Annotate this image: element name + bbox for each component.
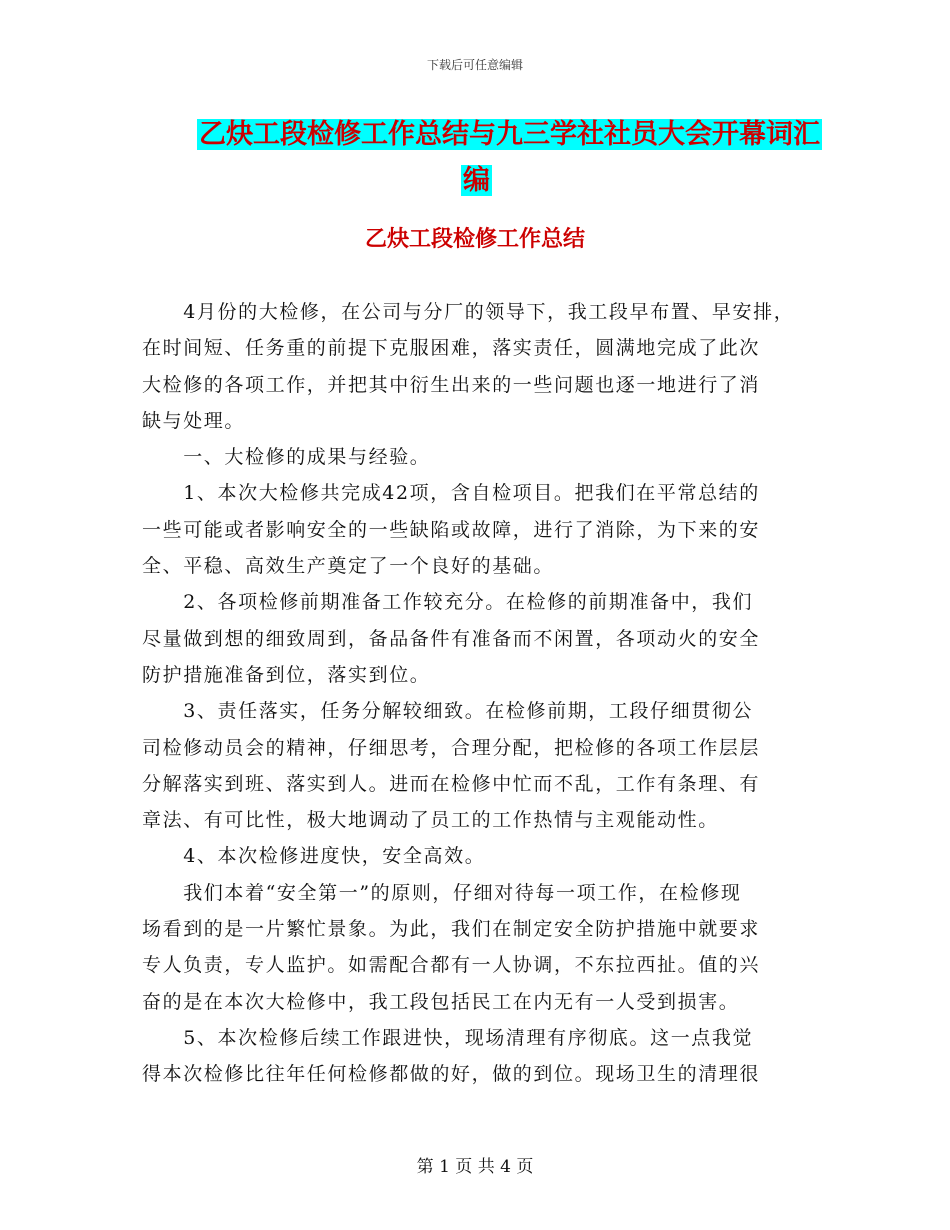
page-footer: 第 1 页 共 4 页	[416, 1157, 534, 1177]
text-line: 缺与处理。	[142, 409, 246, 432]
title-line-1: 乙炔工段检修工作总结与九三学社社员大会开幕词汇	[199, 119, 820, 150]
text-line: 防护措施准备到位，落实到位。	[142, 663, 431, 686]
text-line: 奋的是在本次大检修中，我工段包括民工在内无有一人受到损害。	[142, 990, 740, 1013]
text-line: 得本次检修比往年任何检修都做的好，做的到位。现场卫生的清理很	[142, 1063, 761, 1086]
text-line: 3、责任落实，任务分解较细致。在检修前期，工段仔细贯彻公	[142, 700, 754, 723]
text-line: 尽量做到想的细致周到，备品备件有准备而不闲置，各项动火的安全	[142, 627, 761, 650]
text-line: 全、平稳、高效生产奠定了一个良好的基础。	[142, 555, 555, 578]
text-line: 5、本次检修后续工作跟进快，现场清理有序彻底。这一点我觉	[142, 1026, 754, 1049]
body-text	[142, 294, 842, 1093]
text-line: 场看到的是一片繁忙景象。为此，我们在制定安全防护措施中就要求	[142, 918, 761, 941]
text-line: 一、大检修的成果与经验。	[142, 446, 431, 469]
text-line: 2、各项检修前期准备工作较充分。在检修的前期准备中，我们	[142, 591, 754, 614]
header-note: 下载后可任意编辑	[426, 58, 523, 72]
text-line: 专人负责，专人监护。如需配合都有一人协调，不东拉西扯。值的兴	[142, 954, 761, 977]
text-line: 章法、有可比性，极大地调动了员工的工作热情与主观能动性。	[142, 809, 719, 832]
text-line: 司检修动员会的精神，仔细思考，合理分配，把检修的各项工作层层	[142, 736, 761, 759]
text-line: 4月份的大检修，在公司与分厂的领导下，我工段早布置、早安排，	[142, 301, 795, 323]
text-line: 大检修的各项工作，并把其中衍生出来的一些问题也逐一地进行了消	[142, 373, 761, 396]
text-line: 我们本着“安全第一”的原则，仔细对待每一项工作，在检修现	[142, 881, 742, 904]
title-line-2: 编	[463, 165, 490, 196]
text-line: 4、本次检修进度快，安全高效。	[142, 845, 486, 868]
text-line: 一些可能或者影响安全的一些缺陷或故障，进行了消除，为下来的安	[142, 518, 761, 541]
text-line: 分解落实到班、落实到人。进而在检修中忙而不乱，工作有条理、有	[142, 772, 761, 795]
text-line: 1、本次大检修共完成42项，含自检项目。把我们在平常总结的	[142, 482, 760, 505]
section-title: 乙炔工段检修工作总结	[364, 227, 585, 252]
document-title	[150, 112, 850, 204]
text-line: 在时间短、任务重的前提下克服困难，落实责任，圆满地完成了此次	[142, 337, 761, 360]
